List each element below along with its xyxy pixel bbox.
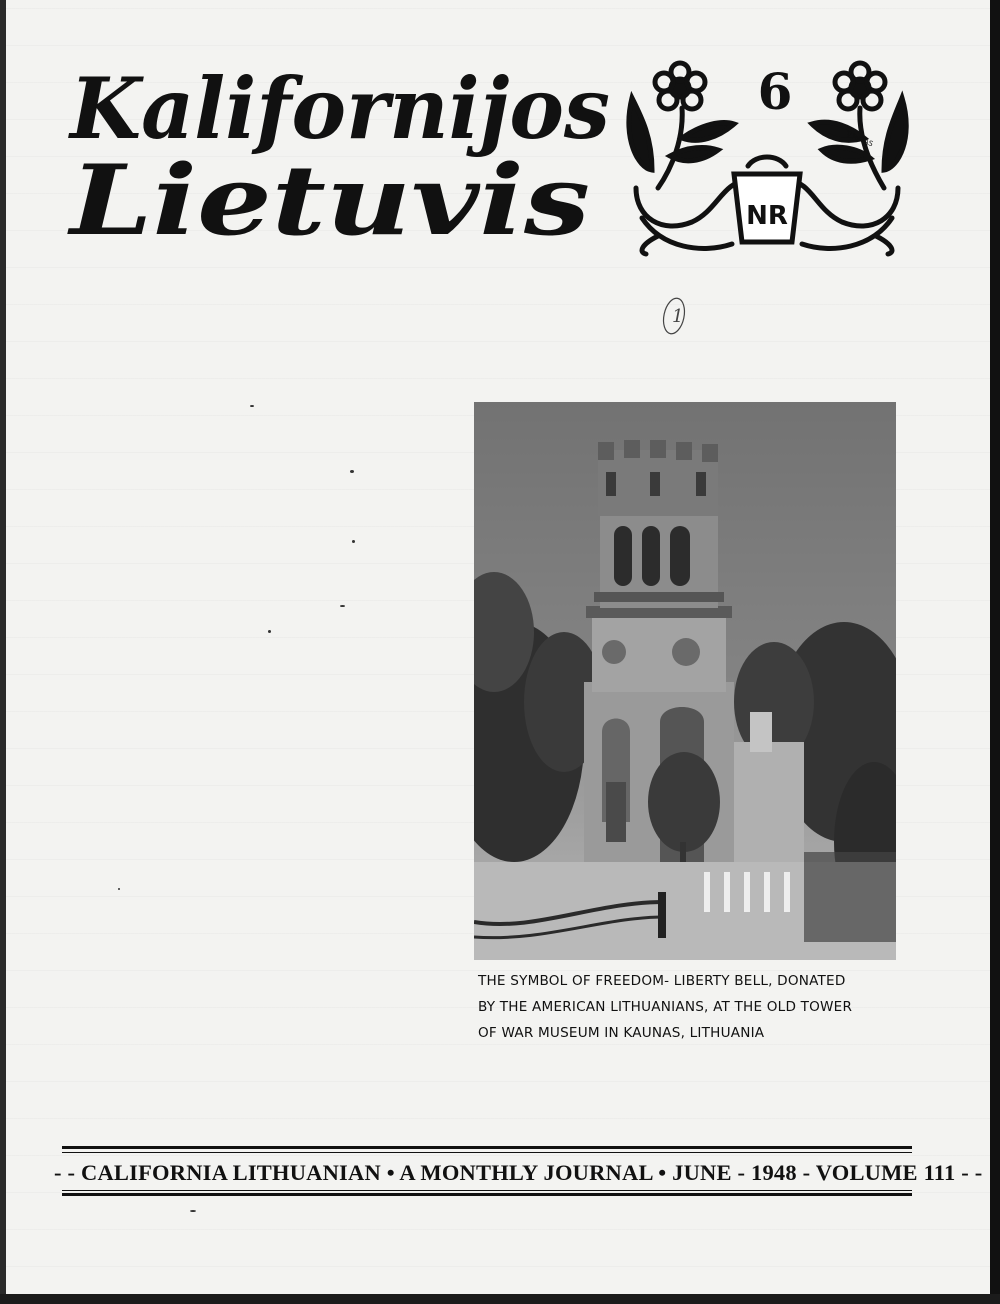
footer-rule-top-thin bbox=[62, 1152, 912, 1153]
handwritten-mark bbox=[656, 292, 696, 342]
masthead-title-line2: Lietuvis bbox=[66, 144, 590, 250]
footer-rule-bottom bbox=[62, 1193, 912, 1196]
scan-speck bbox=[352, 540, 355, 543]
left-flower-icon bbox=[655, 63, 705, 188]
scan-speck bbox=[340, 605, 345, 607]
masthead-title-line1: Kalifornijos bbox=[68, 59, 610, 158]
scan-speck bbox=[350, 470, 354, 473]
caption-line-3: OF WAR MUSEUM IN KAUNAS, LITHUANIA bbox=[478, 1025, 765, 1041]
footer-rule-bottom-thin bbox=[62, 1190, 912, 1191]
scan-speck bbox=[118, 888, 120, 890]
emblem-signature: V.RATAS bbox=[845, 130, 875, 149]
scan-speck bbox=[190, 1210, 196, 1212]
scan-border-right bbox=[990, 0, 1000, 1304]
scan-border-left bbox=[0, 0, 6, 1304]
caption-line-2: BY THE AMERICAN LITHUANIANS, AT THE OLD TOWER bbox=[478, 999, 853, 1015]
masthead-title bbox=[64, 50, 624, 250]
tower-photo bbox=[474, 402, 896, 960]
footer-rule-top bbox=[62, 1146, 912, 1149]
scan-speck bbox=[250, 405, 254, 407]
photo-caption bbox=[478, 968, 908, 1046]
issue-number: 6 bbox=[757, 62, 793, 121]
scan-speck bbox=[268, 630, 271, 633]
scan-border-bottom bbox=[0, 1294, 1000, 1304]
issue-abbrev: NR bbox=[746, 201, 788, 231]
caption-line-1: THE SYMBOL OF FREEDOM- LIBERTY BELL, DONATED bbox=[478, 973, 846, 989]
handwritten-mark-text: 1 bbox=[672, 306, 684, 327]
footer-masthead-line: - - CALIFORNIA LITHUANIAN • A MONTHLY JOURNAL • JUNE - 1948 - VOLUME 111 - - bbox=[54, 1160, 983, 1185]
